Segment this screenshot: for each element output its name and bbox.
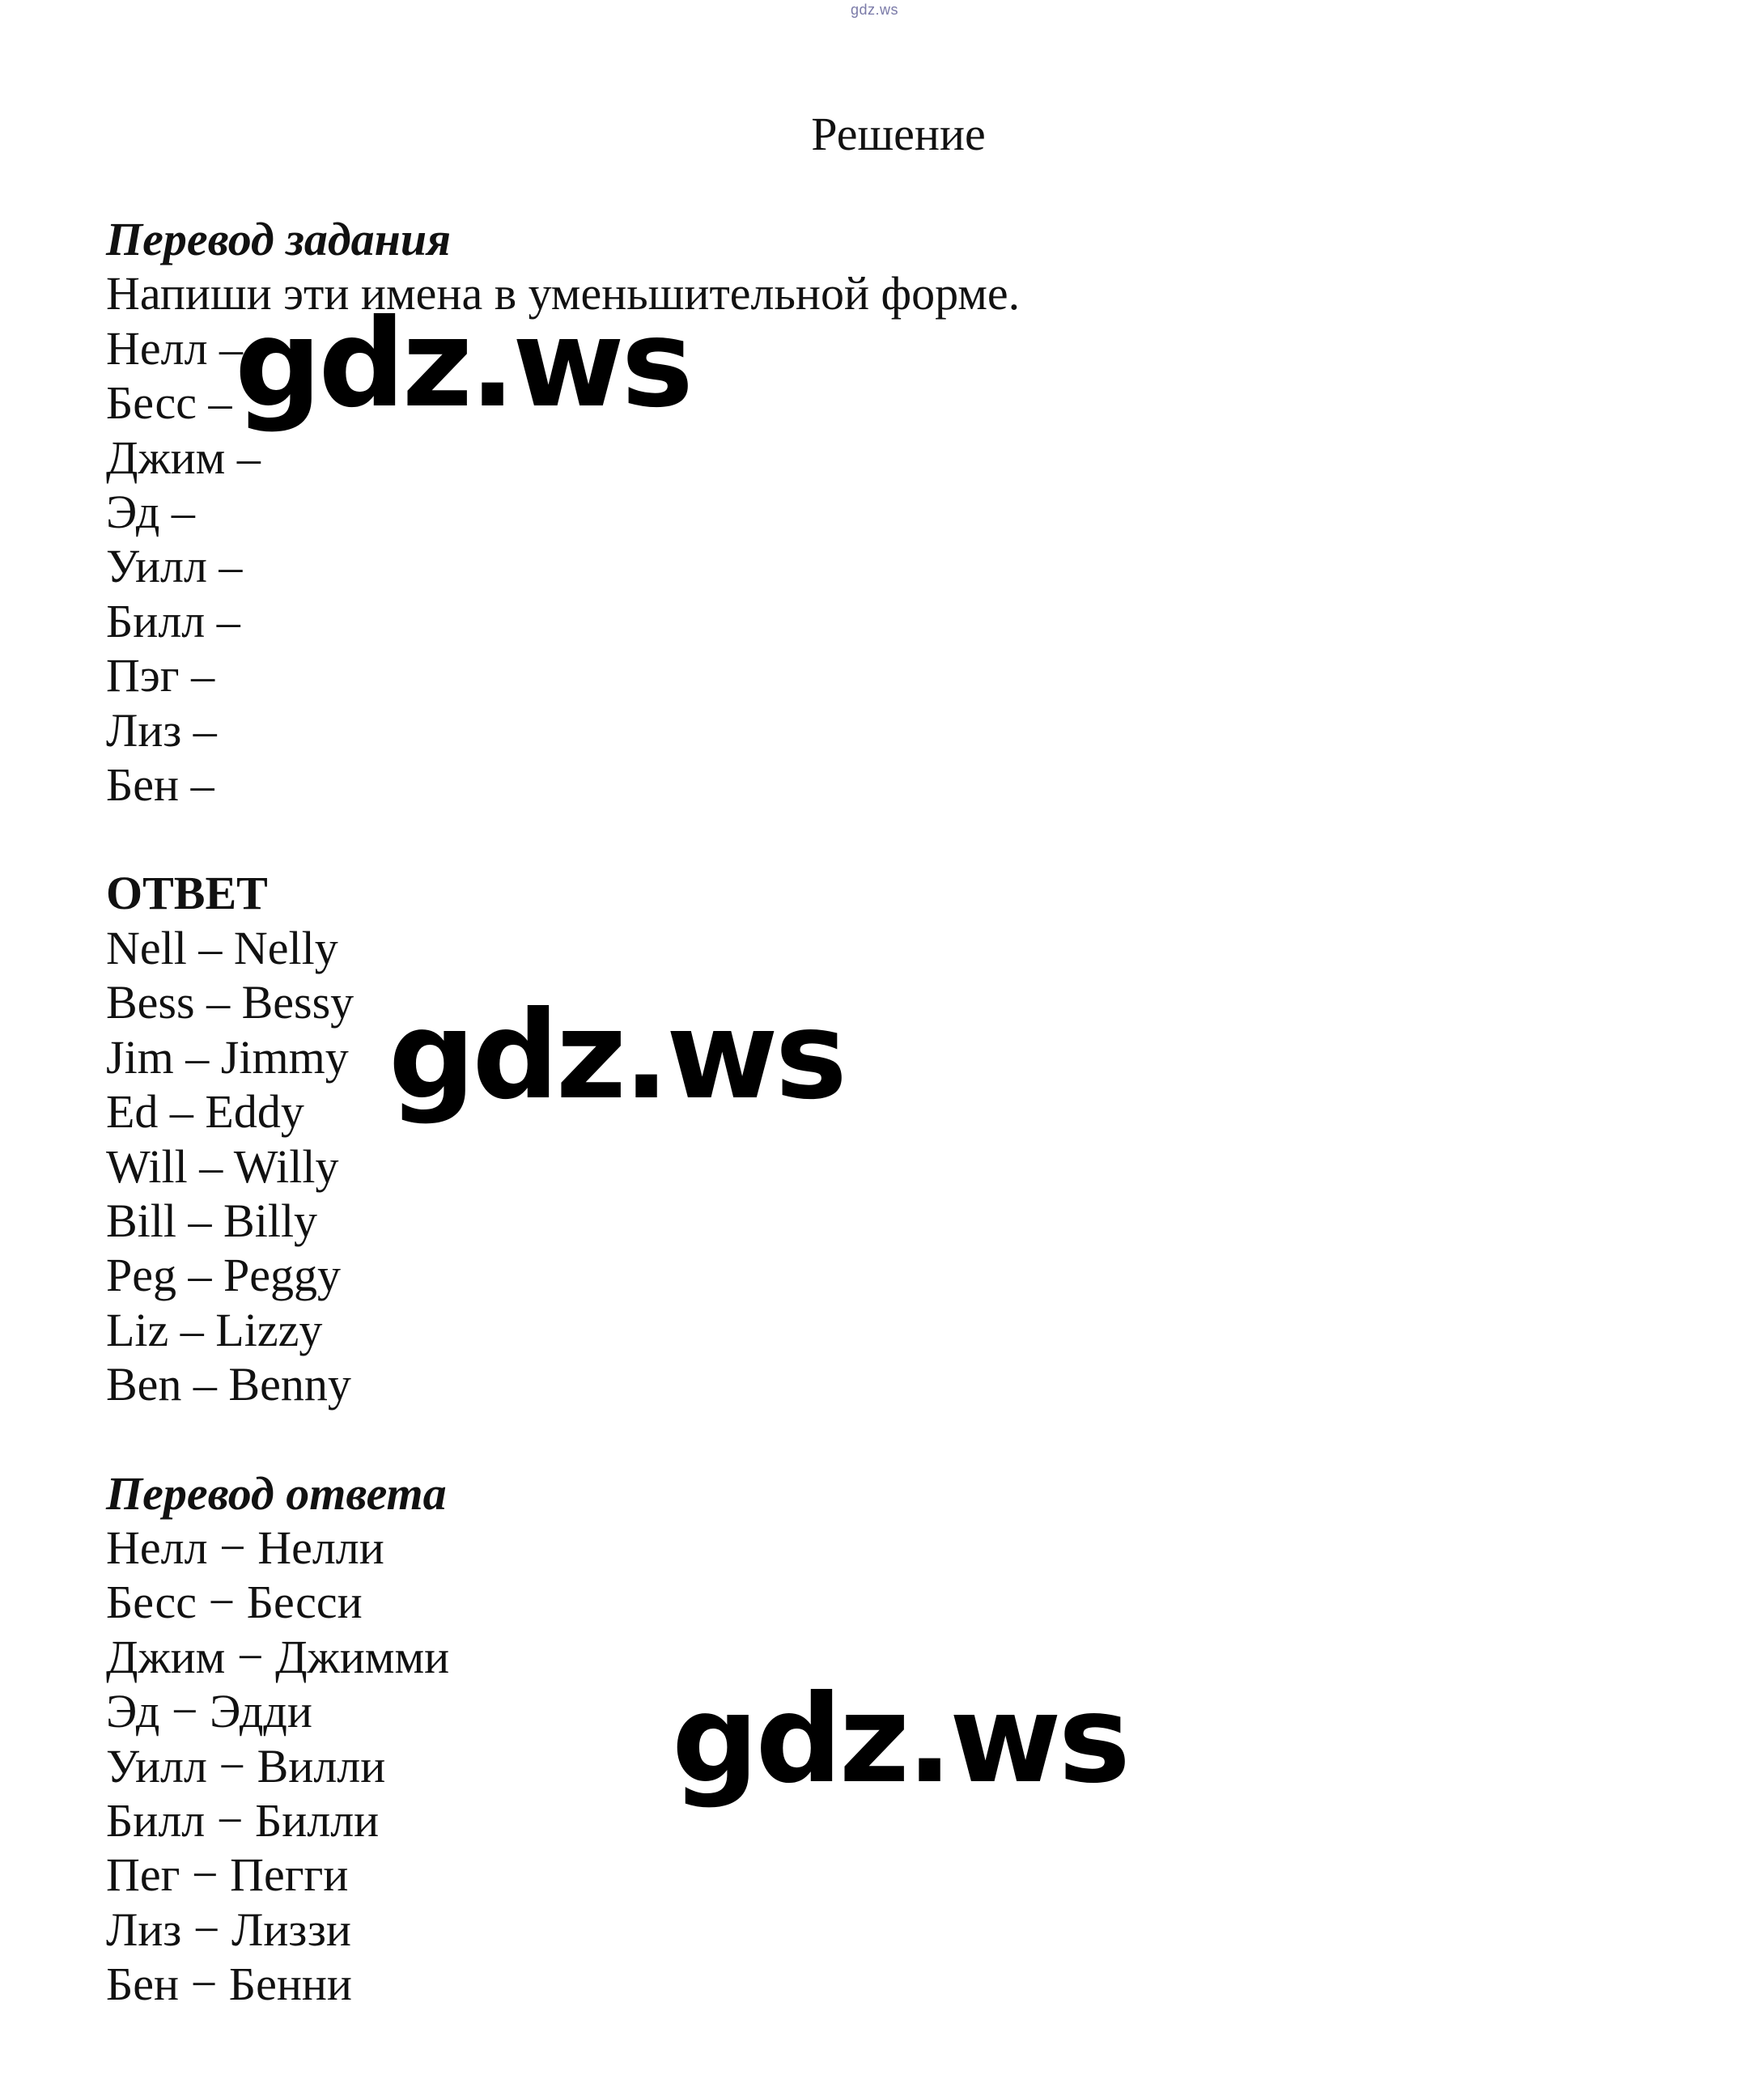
answer-heading: ОТВЕТ — [106, 867, 268, 920]
answer-item: Ed – Eddy — [106, 1085, 304, 1139]
task-item: Нелл – — [106, 321, 244, 375]
answer-item: Nell – Nelly — [106, 921, 338, 974]
task-item: Лиз – — [106, 703, 217, 757]
task-item: Пэг – — [106, 649, 215, 702]
translation-item: Нелл − Нелли — [106, 1521, 384, 1574]
task-item: Бен – — [106, 758, 214, 812]
answer-item: Bill – Billy — [106, 1194, 318, 1247]
watermark: gdz.ws — [672, 1669, 1127, 1810]
task-instruction: Напиши эти имена в уменьшительной форме. — [106, 267, 1021, 320]
translation-item: Джим − Джимми — [106, 1630, 450, 1683]
watermark: gdz.ws — [235, 294, 690, 435]
translation-item: Пег − Пегги — [106, 1848, 349, 1902]
answer-item: Ben – Benny — [106, 1358, 351, 1411]
answer-item: Liz – Lizzy — [106, 1303, 323, 1356]
translation-heading: Перевод ответа — [106, 1466, 447, 1520]
section-gap — [106, 1412, 1644, 1466]
section-gap — [106, 812, 1644, 866]
site-mark: gdz.ws — [850, 2, 899, 18]
translation-item: Эд − Эдди — [106, 1685, 312, 1738]
page-title: Решение — [811, 108, 986, 160]
translation-item: Уилл − Вилли — [106, 1739, 386, 1792]
watermark: gdz.ws — [388, 986, 844, 1126]
task-item: Эд – — [106, 486, 195, 539]
translation-item: Бесс − Бесси — [106, 1576, 363, 1629]
task-item: Бесс – — [106, 376, 232, 430]
task-item: Уилл – — [106, 540, 243, 593]
translation-item: Лиз − Лиззи — [106, 1903, 351, 1956]
answer-item: Peg – Peggy — [106, 1249, 341, 1302]
translation-item: Бен − Бенни — [106, 1958, 352, 2011]
task-item: Джим – — [106, 431, 261, 484]
task-item: Билл – — [106, 594, 240, 647]
answer-item: Will – Willy — [106, 1139, 339, 1193]
translation-item: Билл − Билли — [106, 1793, 380, 1847]
answer-item: Bess – Bessy — [106, 976, 354, 1029]
task-heading: Перевод задания — [106, 213, 451, 265]
answer-item: Jim – Jimmy — [106, 1030, 349, 1084]
